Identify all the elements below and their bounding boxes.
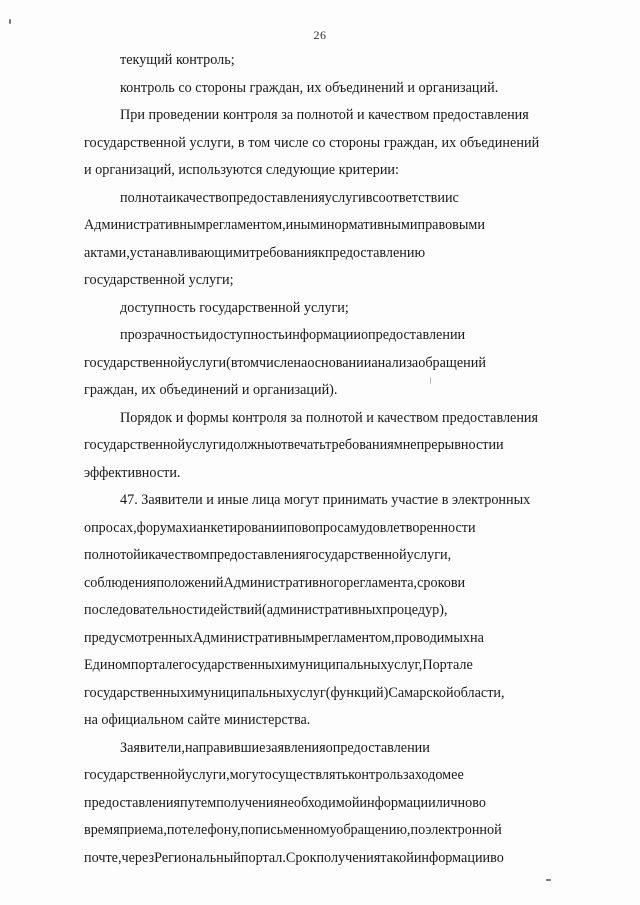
text-line [84, 405, 572, 433]
line-text: текущий контроль; [120, 52, 235, 68]
text-line [84, 350, 572, 378]
word: соответствии [372, 189, 453, 206]
word: государственных [178, 657, 282, 673]
word: анкетировании [196, 519, 287, 536]
word: обращению, [336, 822, 411, 838]
text-line [84, 570, 572, 598]
word: на [469, 629, 484, 646]
word: о [325, 739, 333, 756]
word: непрерывности [402, 437, 497, 453]
word: получения [316, 849, 381, 866]
word: услуги [324, 189, 366, 206]
word: и [496, 437, 504, 453]
word: контроль [348, 767, 403, 783]
word: том [237, 354, 260, 371]
word: качеством [148, 547, 210, 563]
word: услуги [185, 437, 227, 453]
word: Заявители, [120, 739, 185, 756]
text-line [84, 680, 572, 708]
word: полнота [120, 189, 169, 206]
text-line [84, 102, 572, 130]
page-number: 26 [313, 28, 327, 42]
line-text: государственной услуги; [84, 272, 234, 288]
word: Едином [84, 657, 131, 673]
text-line [84, 240, 572, 268]
word: информации [284, 327, 361, 343]
text-line [84, 47, 572, 75]
line-text: 47. Заявители и иные лица могут принимать участие в электронных [120, 492, 531, 508]
text-line [84, 707, 572, 735]
word: по [286, 519, 302, 536]
line-text: эффективности. [84, 464, 181, 481]
text-line [84, 652, 572, 680]
word: услуг [292, 684, 326, 701]
word: последовательности [84, 602, 207, 618]
word: время [84, 822, 120, 838]
word: предоставления [209, 547, 306, 563]
text-line [84, 322, 572, 350]
word: путем [180, 794, 217, 811]
word: положений [156, 574, 224, 591]
text-line [84, 515, 572, 543]
word: действий [206, 602, 262, 618]
word: через [121, 849, 155, 866]
text-line [84, 212, 572, 240]
word: Самарской [388, 684, 454, 701]
word: обращений [418, 354, 486, 371]
word: ее [451, 767, 464, 783]
word: Административным [84, 217, 206, 233]
word: должны [226, 437, 275, 453]
word: письменному [255, 822, 337, 838]
word: к [318, 244, 325, 261]
word: требования [249, 244, 319, 261]
word: осуществлять [264, 767, 349, 783]
word: о [360, 327, 369, 343]
word: опросах, [84, 519, 137, 536]
word: Срок [285, 849, 317, 866]
text-line [84, 75, 572, 103]
text-line [84, 817, 572, 845]
word: прозрачность [120, 327, 202, 343]
word: заявления [265, 739, 326, 756]
word: информации [413, 849, 491, 866]
word: регламента, [346, 574, 418, 591]
word: государственной [305, 547, 407, 563]
word: вопросам [301, 519, 360, 536]
word: с [452, 189, 459, 206]
scan-speck [546, 879, 551, 881]
word: услуги, [185, 767, 230, 783]
word: почте, [84, 849, 122, 866]
word: государственных [84, 684, 188, 701]
line-text: контроль со стороны граждан, их объединений и организаций. [120, 79, 499, 96]
text-line [84, 460, 572, 488]
word: телефону, [181, 822, 241, 838]
word: процедур), [382, 602, 448, 618]
word: услуг, [386, 657, 423, 673]
word: регламентом, [205, 217, 286, 233]
line-text: доступность государственной услуги; [120, 299, 349, 316]
line-text: Порядок и формы контроля за полнотой и качеством предоставления [120, 409, 539, 426]
text-line [84, 762, 572, 790]
word: Административным [192, 629, 315, 646]
word: (функций) [325, 684, 389, 701]
word: удовлетворенности [359, 519, 476, 536]
word: получения [216, 794, 281, 811]
word: такой [380, 849, 414, 866]
word: устанавливающими [129, 244, 250, 261]
word: лично [435, 794, 473, 811]
line-text: государственной услуги, в том числе со стороны граждан, их объединений [84, 134, 540, 151]
word: Административного [223, 574, 347, 591]
word: и [140, 547, 149, 563]
word: услуги [185, 354, 227, 371]
word: предоставлении [332, 739, 430, 756]
text-line [84, 267, 572, 295]
word: ходом [414, 767, 452, 783]
word: предоставлению [324, 244, 426, 261]
word: требованиям [325, 437, 403, 453]
word: основании [307, 354, 372, 371]
word: предоставлении [368, 327, 466, 343]
text-line [84, 130, 572, 158]
word: области, [453, 684, 505, 701]
word: и [189, 519, 197, 536]
text-line [84, 185, 572, 213]
text-line [84, 432, 572, 460]
text-line [84, 790, 572, 818]
word: по [166, 822, 182, 838]
text-line [84, 157, 572, 185]
word: на [293, 354, 308, 371]
text-line [84, 625, 572, 653]
line-text: При проведении контроля за полнотой и качеством предоставления [120, 107, 529, 123]
word: предоставления [228, 189, 325, 206]
word: во [490, 849, 504, 866]
word: нормативными [326, 217, 418, 233]
text-line [84, 295, 572, 323]
word: портал. [240, 849, 286, 866]
word: муниципальных [194, 684, 293, 701]
text-line [84, 377, 572, 405]
word: доступность [208, 327, 285, 343]
word: сроков [417, 574, 458, 591]
word: муниципальных [289, 657, 387, 673]
word: и [457, 574, 466, 591]
word: актами, [84, 244, 130, 261]
word: Портале [422, 657, 473, 673]
text-line [84, 487, 572, 515]
word: во [472, 794, 486, 811]
word: государственной [84, 354, 186, 371]
word: предоставления [84, 794, 181, 811]
word: предусмотренных [84, 629, 193, 646]
word: качество [176, 189, 229, 206]
line-text: граждан, их объединений и организаций). [84, 382, 338, 398]
word: и [168, 189, 177, 206]
word: по [410, 822, 426, 838]
word: в [365, 189, 373, 206]
word: полнотой [84, 547, 141, 563]
text-line [84, 845, 572, 873]
word: и [201, 327, 209, 343]
word: регламентом, [314, 629, 395, 646]
line-text: и организаций, используются следующие критерии: [84, 162, 399, 178]
document-body [84, 47, 572, 872]
word: приема, [119, 822, 167, 838]
word: за [402, 767, 415, 783]
line-text: на официальном сайте министерства. [84, 712, 311, 728]
word: необходимой [280, 794, 360, 811]
word: по [240, 822, 256, 838]
text-line [84, 542, 572, 570]
word: и [281, 657, 290, 673]
scan-speck [430, 377, 431, 384]
word: форумах [136, 519, 190, 536]
word: (в [226, 354, 238, 371]
word: могут [229, 767, 265, 783]
scan-speck [9, 19, 11, 24]
text-line [84, 735, 572, 763]
word: услуги, [406, 547, 452, 563]
word: анализа [371, 354, 419, 371]
word: Региональный [154, 849, 241, 866]
text-line [84, 597, 572, 625]
word: отвечать [274, 437, 326, 453]
word: информации [359, 794, 436, 811]
word: числе [259, 354, 294, 371]
word: соблюдения [84, 574, 157, 591]
word: портале [130, 657, 179, 673]
word: направившие [184, 739, 266, 756]
word: проводимых [394, 629, 470, 646]
word: иными [285, 217, 327, 233]
word: государственной [84, 767, 186, 783]
word: и [187, 684, 195, 701]
word: правовыми [417, 217, 485, 233]
word: электронной [425, 822, 502, 838]
word: (административных [261, 602, 383, 618]
word: государственной [84, 437, 186, 453]
